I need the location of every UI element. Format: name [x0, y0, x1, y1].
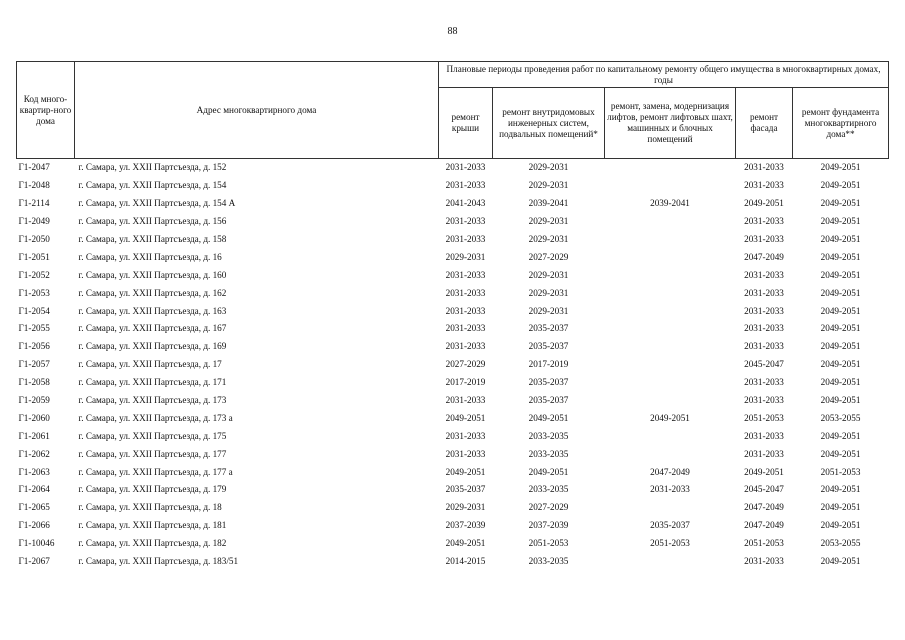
table-row [17, 445, 889, 463]
cell-inner-systems: 2033-2035 [528, 484, 569, 495]
cell-roof: 2029-2031 [445, 251, 486, 262]
cell-foundation: 2049-2051 [820, 305, 861, 316]
cell-address: г. Самара, ул. XXII Партсъезда, д. 18 [78, 502, 222, 513]
cell-facade: 2031-2033 [744, 287, 784, 298]
cell-facade: 2031-2033 [744, 180, 784, 191]
cell-foundation: 2049-2051 [820, 287, 861, 298]
cell-foundation: 2049-2051 [820, 180, 861, 191]
cell-facade: 2049-2051 [744, 198, 784, 209]
cell-roof: 2031-2033 [445, 448, 486, 459]
cell-foundation: 2049-2051 [820, 556, 861, 567]
cell-facade: 2051-2053 [744, 412, 784, 423]
cell-roof: 2031-2033 [445, 323, 486, 334]
table-row [17, 481, 889, 499]
cell-lifts [605, 427, 736, 445]
cell-foundation: 2049-2051 [820, 198, 861, 209]
cell-address: г. Самара, ул. XXII Партсъезда, д. 173 [78, 395, 227, 406]
cell-inner-systems: 2037-2039 [528, 520, 569, 531]
cell-roof: 2031-2033 [445, 430, 486, 441]
cell-address: г. Самара, ул. XXII Партсъезда, д. 158 [78, 234, 227, 244]
cell-code: Г1-2060 [18, 412, 50, 423]
cell-roof: 2031-2033 [445, 341, 486, 352]
cell-foundation: 2049-2051 [820, 520, 861, 531]
cell-inner-systems: 2033-2035 [528, 430, 569, 441]
cell-address: г. Самара, ул. XXII Партсъезда, д. 160 [78, 269, 227, 280]
cell-inner-systems: 2035-2037 [528, 377, 569, 388]
cell-facade: 2031-2033 [744, 448, 784, 459]
cell-lifts: 2047-2049 [650, 466, 690, 477]
cell-lifts [605, 231, 736, 249]
cell-address: г. Самара, ул. XXII Партсъезда, д. 152 [78, 162, 227, 173]
cell-address: г. Самара, ул. XXII Партсъезда, д. 16 [78, 251, 222, 262]
cell-roof: 2031-2033 [445, 180, 486, 191]
cell-address: г. Самара, ул. XXII Партсъезда, д. 162 [78, 287, 227, 298]
header-foundation: ремонт фундамента многоквартирного дома** [793, 88, 889, 159]
cell-lifts [605, 159, 736, 177]
cell-foundation: 2053-2055 [820, 412, 861, 423]
cell-address: г. Самара, ул. XXII Партсъезда, д. 177 а [78, 466, 233, 477]
cell-address: г. Самара, ул. XXII Партсъезда, д. 173 а [78, 412, 233, 423]
cell-inner-systems: 2027-2029 [528, 502, 569, 513]
cell-facade: 2031-2033 [744, 269, 784, 280]
cell-address: г. Самара, ул. XXII Партсъезда, д. 169 [78, 341, 227, 352]
cell-code: Г1-2056 [18, 341, 50, 352]
cell-roof: 2037-2039 [445, 520, 486, 531]
cell-address: г. Самара, ул. XXII Партсъезда, д. 179 [78, 484, 227, 495]
cell-inner-systems: 2029-2031 [528, 180, 569, 191]
repair-schedule-table [16, 61, 889, 570]
header-code: Код много-квартир-ного дома [17, 62, 75, 159]
cell-roof: 2031-2033 [445, 305, 486, 316]
cell-code: Г1-10046 [18, 538, 55, 549]
cell-inner-systems: 2029-2031 [528, 287, 569, 298]
table-row [17, 338, 889, 356]
cell-code: Г1-2053 [18, 287, 50, 298]
header-lifts: ремонт, замена, модернизация лифтов, ремонт лифтовых шахт, машинных и блочных помещений [605, 88, 736, 159]
cell-facade: 2031-2033 [744, 341, 784, 352]
table-header [17, 62, 889, 159]
cell-roof: 2049-2051 [445, 412, 486, 423]
cell-inner-systems: 2027-2029 [528, 251, 569, 262]
cell-lifts [605, 284, 736, 302]
cell-facade: 2031-2033 [744, 395, 784, 406]
cell-roof: 2035-2037 [445, 484, 486, 495]
cell-inner-systems: 2035-2037 [528, 341, 569, 352]
cell-facade: 2031-2033 [744, 162, 784, 173]
table-row [17, 392, 889, 410]
cell-roof: 2049-2051 [445, 538, 486, 549]
cell-facade: 2031-2033 [744, 305, 784, 316]
cell-code: Г1-2067 [18, 556, 50, 567]
cell-foundation: 2049-2051 [820, 448, 861, 459]
cell-foundation: 2049-2051 [820, 395, 861, 406]
cell-code: Г1-2050 [18, 234, 50, 244]
table-row [17, 302, 889, 320]
cell-roof: 2031-2033 [445, 162, 486, 173]
cell-lifts: 2035-2037 [650, 520, 690, 531]
cell-code: Г1-2052 [18, 269, 50, 280]
cell-roof: 2031-2033 [445, 287, 486, 298]
cell-foundation: 2049-2051 [820, 323, 861, 334]
cell-foundation: 2049-2051 [820, 269, 861, 280]
cell-code: Г1-2061 [18, 430, 50, 441]
cell-code: Г1-2048 [18, 180, 50, 191]
cell-facade: 2031-2033 [744, 234, 784, 244]
cell-roof: 2014-2015 [445, 556, 486, 567]
cell-inner-systems: 2029-2031 [528, 216, 569, 227]
cell-lifts [605, 338, 736, 356]
cell-lifts: 2039-2041 [650, 198, 690, 209]
page-number: 88 [447, 26, 458, 37]
cell-foundation: 2049-2051 [820, 216, 861, 227]
header-address: Адрес многоквартирного дома [75, 62, 439, 159]
cell-foundation: 2051-2053 [820, 466, 861, 477]
table-row [17, 535, 889, 553]
cell-inner-systems: 2039-2041 [528, 198, 569, 209]
table-row [17, 427, 889, 445]
table-row [17, 356, 889, 374]
cell-inner-systems: 2029-2031 [528, 305, 569, 316]
table-row [17, 553, 889, 571]
table-row [17, 320, 889, 338]
table-body [17, 159, 889, 571]
cell-address: г. Самара, ул. XXII Партсъезда, д. 182 [78, 538, 227, 549]
table-row [17, 266, 889, 284]
header-roof: ремонт крыши [439, 88, 493, 159]
cell-lifts [605, 302, 736, 320]
table-row [17, 177, 889, 195]
cell-code: Г1-2054 [18, 305, 50, 316]
cell-lifts [605, 213, 736, 231]
cell-foundation: 2049-2051 [820, 377, 861, 388]
cell-roof: 2027-2029 [445, 359, 486, 370]
cell-lifts: 2031-2033 [650, 484, 690, 495]
cell-inner-systems: 2049-2051 [528, 466, 569, 477]
cell-code: Г1-2057 [18, 359, 50, 370]
cell-foundation: 2049-2051 [820, 502, 861, 513]
cell-code: Г1-2114 [18, 198, 50, 209]
cell-inner-systems: 2029-2031 [528, 162, 569, 173]
table-row [17, 499, 889, 517]
cell-code: Г1-2058 [18, 377, 50, 388]
cell-roof: 2017-2019 [445, 377, 486, 388]
header-periods: Плановые периоды проведения работ по капитальному ремонту общего имущества в многоквартирных домах, годы [439, 62, 889, 88]
cell-address: г. Самара, ул. XXII Партсъезда, д. 183/51 [78, 556, 239, 567]
cell-inner-systems: 2029-2031 [528, 234, 569, 244]
cell-code: Г1-2066 [18, 520, 50, 531]
cell-lifts [605, 320, 736, 338]
cell-code: Г1-2065 [18, 502, 50, 513]
cell-lifts [605, 266, 736, 284]
cell-code: Г1-2063 [18, 466, 50, 477]
cell-inner-systems: 2033-2035 [528, 448, 569, 459]
cell-address: г. Самара, ул. XXII Партсъезда, д. 154 [78, 180, 227, 191]
table-row [17, 195, 889, 213]
cell-facade: 2047-2049 [744, 502, 784, 513]
cell-facade: 2045-2047 [744, 484, 784, 495]
cell-facade: 2031-2033 [744, 323, 784, 334]
table-row [17, 159, 889, 177]
cell-facade: 2049-2051 [744, 466, 784, 477]
cell-inner-systems: 2051-2053 [528, 538, 569, 549]
cell-lifts [605, 445, 736, 463]
cell-address: г. Самара, ул. XXII Партсъезда, д. 163 [78, 305, 227, 316]
cell-facade: 2031-2033 [744, 556, 784, 567]
cell-inner-systems: 2049-2051 [528, 412, 569, 423]
cell-foundation: 2049-2051 [820, 484, 861, 495]
cell-facade: 2045-2047 [744, 359, 784, 370]
cell-facade: 2047-2049 [744, 251, 784, 262]
cell-lifts [605, 392, 736, 410]
cell-lifts [605, 499, 736, 517]
cell-foundation: 2049-2051 [820, 359, 861, 370]
cell-lifts: 2051-2053 [650, 538, 690, 549]
table-row [17, 231, 889, 249]
cell-roof: 2031-2033 [445, 234, 486, 244]
cell-facade: 2031-2033 [744, 216, 784, 227]
cell-foundation: 2049-2051 [820, 341, 861, 352]
cell-inner-systems: 2035-2037 [528, 395, 569, 406]
table-row [17, 463, 889, 481]
cell-address: г. Самара, ул. XXII Партсъезда, д. 17 [78, 359, 222, 370]
cell-roof: 2049-2051 [445, 466, 486, 477]
cell-address: г. Самара, ул. XXII Партсъезда, д. 181 [78, 520, 227, 531]
cell-facade: 2031-2033 [744, 377, 784, 388]
cell-lifts [605, 248, 736, 266]
cell-foundation: 2049-2051 [820, 162, 861, 173]
cell-code: Г1-2064 [18, 484, 50, 495]
header-inner-systems: ремонт внутридомовых инженерных систем, подвальных помещений* [493, 88, 605, 159]
cell-lifts: 2049-2051 [650, 412, 690, 423]
cell-lifts [605, 553, 736, 571]
table-row [17, 409, 889, 427]
cell-roof: 2029-2031 [445, 502, 486, 513]
table-row [17, 284, 889, 302]
cell-address: г. Самара, ул. XXII Партсъезда, д. 167 [78, 323, 227, 334]
header-facade: ремонт фасада [736, 88, 793, 159]
cell-inner-systems: 2017-2019 [528, 359, 569, 370]
cell-lifts [605, 374, 736, 392]
cell-code: Г1-2049 [18, 216, 50, 227]
cell-code: Г1-2047 [18, 162, 50, 173]
cell-inner-systems: 2029-2031 [528, 269, 569, 280]
cell-address: г. Самара, ул. XXII Партсъезда, д. 177 [78, 448, 227, 459]
cell-facade: 2047-2049 [744, 520, 784, 531]
cell-code: Г1-2062 [18, 448, 50, 459]
cell-facade: 2051-2053 [744, 538, 784, 549]
cell-address: г. Самара, ул. XXII Партсъезда, д. 175 [78, 430, 227, 441]
cell-foundation: 2049-2051 [820, 430, 861, 441]
table-row [17, 517, 889, 535]
cell-roof: 2031-2033 [445, 269, 486, 280]
table-row [17, 374, 889, 392]
cell-lifts [605, 177, 736, 195]
cell-lifts [605, 356, 736, 374]
cell-address: г. Самара, ул. XXII Партсъезда, д. 171 [78, 377, 227, 388]
cell-code: Г1-2051 [18, 251, 50, 262]
cell-roof: 2031-2033 [445, 216, 486, 227]
cell-inner-systems: 2033-2035 [528, 556, 569, 567]
cell-facade: 2031-2033 [744, 430, 784, 441]
cell-foundation: 2049-2051 [820, 234, 861, 244]
cell-inner-systems: 2035-2037 [528, 323, 569, 334]
cell-roof: 2031-2033 [445, 395, 486, 406]
cell-code: Г1-2055 [18, 323, 50, 334]
cell-code: Г1-2059 [18, 395, 50, 406]
cell-foundation: 2049-2051 [820, 251, 861, 262]
cell-address: г. Самара, ул. XXII Партсъезда, д. 154 А [78, 198, 236, 209]
cell-address: г. Самара, ул. XXII Партсъезда, д. 156 [78, 216, 227, 227]
cell-foundation: 2053-2055 [820, 538, 861, 549]
cell-roof: 2041-2043 [445, 198, 486, 209]
table-row [17, 213, 889, 231]
table-row [17, 248, 889, 266]
